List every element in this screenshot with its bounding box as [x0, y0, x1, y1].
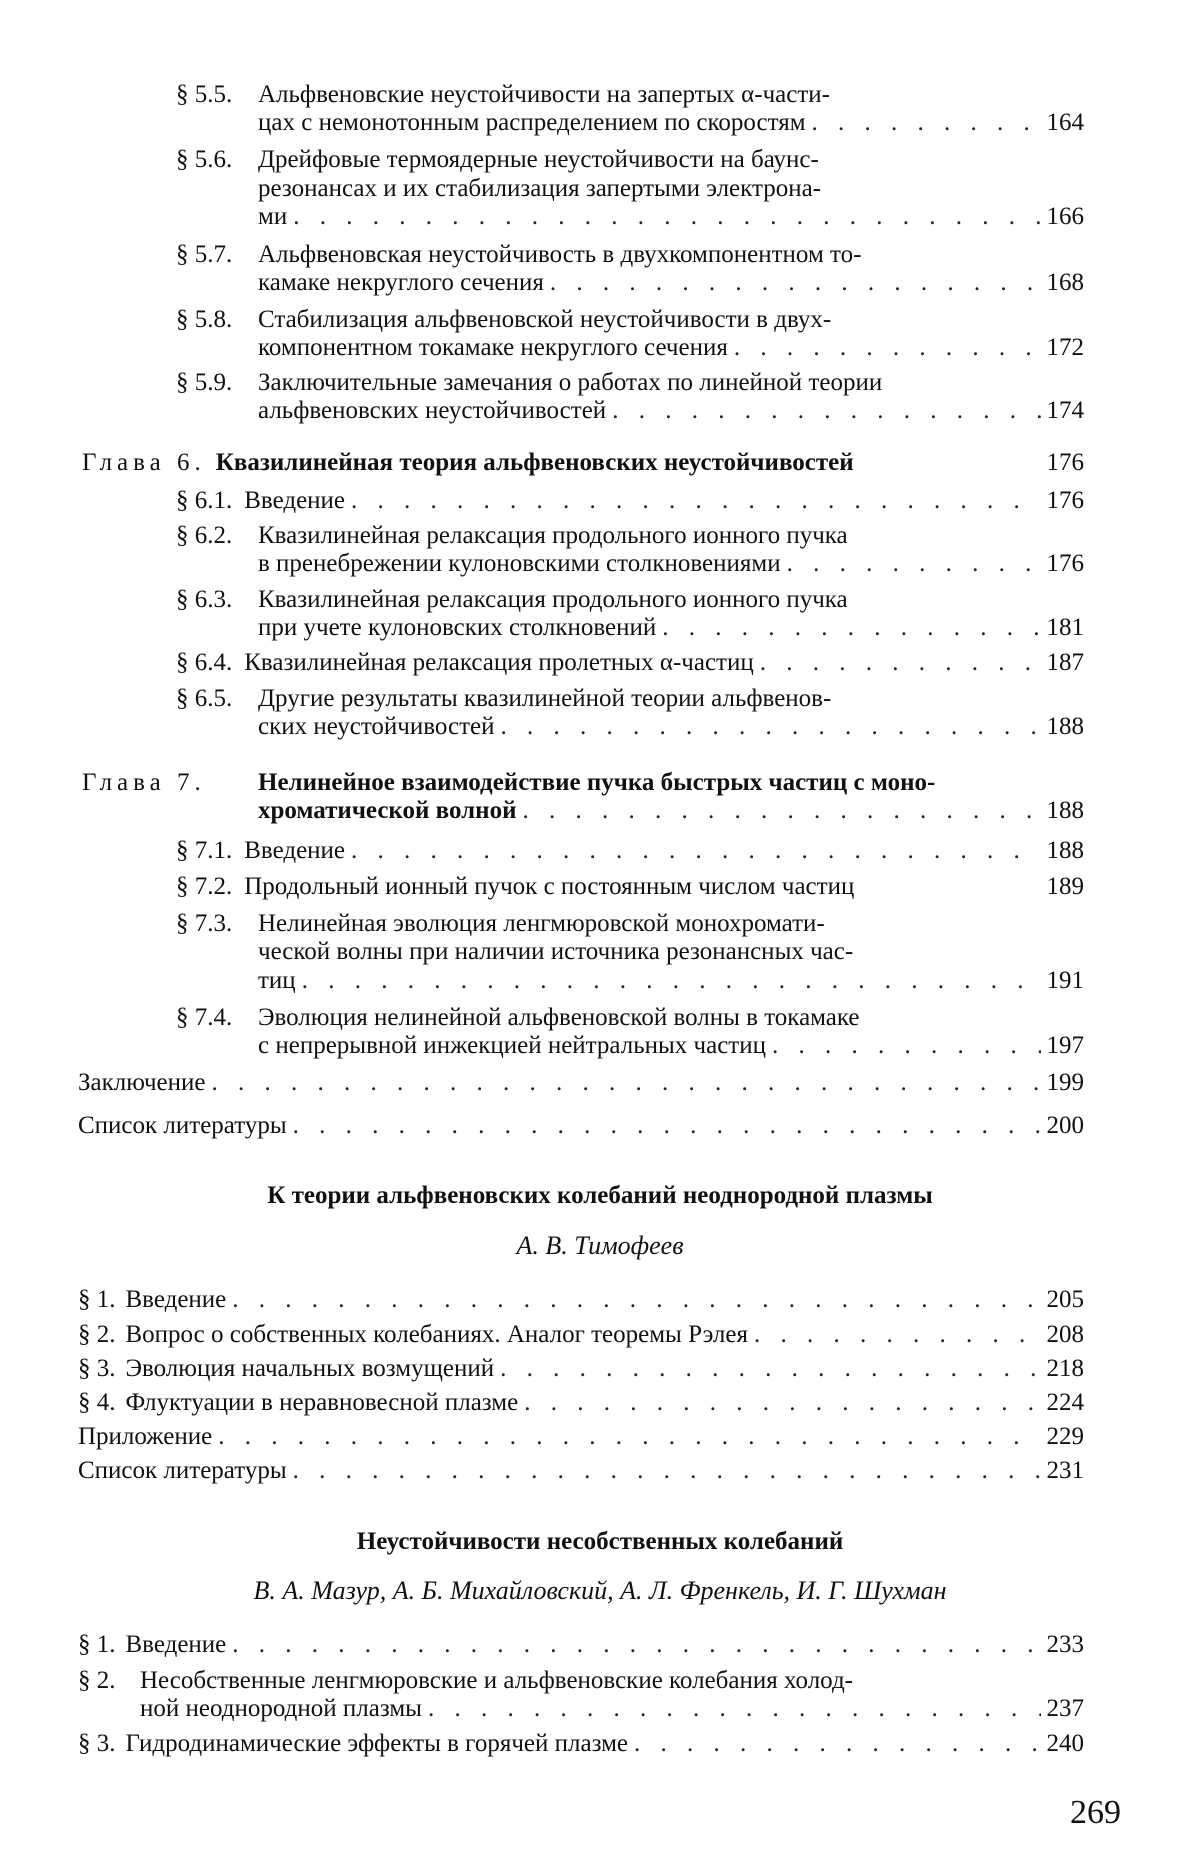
- leader-dots: [754, 1320, 1041, 1350]
- article-3-title: Неустойчивости несобственных колебаний: [356, 1528, 844, 1555]
- toc-entry-a2-3: [78, 1354, 1084, 1384]
- section-label: § 1.: [78, 1631, 116, 1658]
- page-number: 269: [1070, 1794, 1121, 1831]
- toc-text: Список литературы: [78, 1457, 287, 1484]
- toc-text: камаке некруглого сечения: [258, 269, 544, 296]
- leader-dots: [212, 1068, 1041, 1098]
- toc-entry-7-3: [258, 966, 1084, 996]
- toc-text: Приложение: [78, 1423, 213, 1450]
- page-ref: 187: [1046, 649, 1084, 676]
- page-ref: 208: [1046, 1321, 1084, 1348]
- toc-entry-a3-2: [140, 1694, 1084, 1724]
- toc-label-5-7: § 5.7.: [176, 241, 233, 268]
- section-label: § 6.4.: [176, 649, 233, 676]
- toc-entry-6-5-line1: Другие результаты квазилинейной теории альфвенов-: [258, 685, 832, 712]
- toc-label-a3-2: § 2.: [78, 1667, 116, 1694]
- toc-text: Продольный ионный пучок с постоянным числом частиц: [244, 873, 855, 900]
- toc-entry-5-6-line1: Дрейфовые термоядерные неустойчивости на баунс-: [258, 146, 819, 173]
- toc-label-6-3: § 6.3.: [176, 586, 233, 613]
- toc-entry-7-3-line2: ческой волны при наличии источника резонансных час-: [258, 938, 854, 965]
- toc-entry-7-3-line1: Нелинейная эволюция ленгмюровской монохромати-: [258, 910, 825, 937]
- toc-entry-5-5-line1: Альфвеновские неустойчивости на запертых α-части-: [258, 81, 830, 108]
- toc-entry-6-3-line1: Квазилинейная релаксация продольного ионного пучка: [258, 586, 848, 613]
- toc-entry-6-5: [258, 712, 1084, 742]
- page-ref: 176: [1046, 487, 1084, 514]
- toc-entry-6-2: [258, 549, 1084, 579]
- toc-entry-7-1: [176, 836, 1084, 866]
- toc-entry-a2-4: [78, 1388, 1084, 1418]
- section-label: § 3.: [78, 1355, 116, 1382]
- leader-dots: [293, 1111, 1041, 1141]
- chapter-7-heading: [258, 796, 1084, 826]
- page-ref: 224: [1046, 1389, 1084, 1416]
- page-ref: 164: [1046, 109, 1084, 136]
- toc-entry-a2-1: [78, 1285, 1084, 1315]
- toc-text: Заключение: [78, 1069, 206, 1096]
- section-label: § 7.1.: [176, 837, 233, 864]
- page-ref: 188: [1046, 837, 1084, 864]
- page-ref: 174: [1046, 397, 1084, 424]
- toc-entry-a3-1: [78, 1630, 1084, 1660]
- page-ref: 199: [1046, 1069, 1084, 1096]
- leader-dots: [550, 268, 1041, 298]
- leader-dots: [428, 1694, 1041, 1724]
- leader-dots: [760, 648, 1041, 678]
- toc-entry-6-3: [258, 613, 1084, 643]
- page-ref: 188: [1046, 797, 1084, 824]
- article-2-title: К теории альфвеновских колебаний неоднородной плазмы: [267, 1182, 933, 1209]
- article-2-author: А. В. Тимофеев: [516, 1231, 684, 1260]
- leader-dots: [612, 396, 1040, 426]
- toc-label-7-3: § 7.3.: [176, 910, 233, 937]
- page-ref: 205: [1046, 1286, 1084, 1313]
- article-3-authors: В. А. Мазур, А. Б. Михайловский, А. Л. Френкель, И. Г. Шухман: [253, 1576, 947, 1605]
- chapter-label: Глава 6.: [82, 449, 206, 476]
- toc-entry-5-6-line2: резонансах и их стабилизация запертыми электрона-: [258, 175, 822, 202]
- toc-entry-5-7-line1: Альфвеновская неустойчивость в двухкомпонентном то-: [258, 241, 862, 268]
- toc-text: компонентном токамаке некруглого сечения: [258, 334, 728, 361]
- leader-dots: [232, 1285, 1040, 1315]
- page-ref: 189: [1046, 873, 1084, 900]
- toc-text: Список литературы: [78, 1112, 287, 1139]
- page-ref: 176: [1046, 449, 1084, 476]
- page-ref: 166: [1046, 203, 1084, 230]
- page-ref: 172: [1046, 334, 1084, 361]
- leader-dots: [293, 1456, 1041, 1486]
- leader-dots: [500, 1354, 1040, 1384]
- toc-label-5-9: § 5.9.: [176, 369, 233, 396]
- toc-entry-a3-2-line1: Несобственные ленгмюровские и альфвеновские колебания холод-: [140, 1667, 854, 1694]
- toc-label-6-2: § 6.2.: [176, 522, 233, 549]
- leader-dots: [501, 712, 1041, 742]
- chapter-7-title-line1: Нелинейное взаимодействие пучка быстрых частиц с моно-: [258, 769, 936, 796]
- toc-text: ми: [258, 203, 288, 230]
- leader-dots: [634, 1729, 1040, 1759]
- toc-entry-a2-appendix: [78, 1422, 1084, 1452]
- toc-entry-references-1: [78, 1111, 1084, 1141]
- toc-text: ной неоднородной плазмы: [140, 1695, 422, 1722]
- toc-entry-6-2-line1: Квазилинейная релаксация продольного ионного пучка: [258, 522, 848, 549]
- page-ref: 200: [1046, 1112, 1084, 1139]
- section-label: § 1.: [78, 1286, 116, 1313]
- toc-entry-5-9: [258, 396, 1084, 426]
- section-label: § 7.2.: [176, 873, 233, 900]
- leader-dots: [302, 966, 1041, 996]
- toc-text: с непрерывной инжекцией нейтральных частиц: [258, 1032, 766, 1059]
- toc-text: Эволюция начальных возмущений: [125, 1355, 495, 1382]
- toc-text: Введение: [244, 837, 346, 864]
- toc-text: цах с немонотонным распределением по скоростям: [258, 109, 806, 136]
- toc-entry-5-8-line1: Стабилизация альфвеновской неустойчивости в двух-: [258, 306, 832, 333]
- leader-dots: [524, 1388, 1040, 1418]
- toc-entry-a3-3: [78, 1729, 1084, 1759]
- chapter-title: хроматической волной: [258, 797, 517, 824]
- page-ref: 218: [1046, 1355, 1084, 1382]
- toc-text: Флуктуации в неравновесной плазме: [125, 1389, 519, 1416]
- toc-text: альфвеновских неустойчивостей: [258, 397, 607, 424]
- toc-text: Введение: [125, 1631, 227, 1658]
- toc-text: Вопрос о собственных колебаниях. Аналог теоремы Рэлея: [125, 1321, 748, 1348]
- toc-entry-5-8: [258, 333, 1084, 363]
- page-ref: 191: [1046, 967, 1084, 994]
- toc-entry-7-2: [176, 872, 1084, 902]
- leader-dots: [218, 1422, 1040, 1452]
- toc-entry-5-7: [258, 268, 1084, 298]
- leader-dots: [232, 1630, 1040, 1660]
- toc-label-5-5: § 5.5.: [176, 81, 233, 108]
- page-ref: 181: [1046, 614, 1084, 641]
- chapter-7-label: Глава 7.: [82, 769, 206, 796]
- page-ref: 229: [1046, 1423, 1084, 1450]
- section-label: § 6.1.: [176, 487, 233, 514]
- leader-dots: [812, 108, 1041, 138]
- toc-entry-6-1: [176, 486, 1084, 516]
- toc-entry-5-6: [258, 202, 1084, 232]
- leader-dots: [522, 796, 1040, 826]
- chapter-title: Квазилинейная теория альфвеновских неустойчивостей: [215, 449, 854, 476]
- toc-entry-5-9-line1: Заключительные замечания о работах по линейной теории: [258, 369, 883, 396]
- toc-entry-conclusion: [78, 1068, 1084, 1098]
- leader-dots: [787, 549, 1041, 579]
- toc-label-7-4: § 7.4.: [176, 1004, 233, 1031]
- toc-label-5-8: § 5.8.: [176, 306, 233, 333]
- leader-dots: [351, 836, 1040, 866]
- leader-dots: [662, 613, 1040, 643]
- page-ref: 231: [1046, 1457, 1084, 1484]
- toc-text: при учете кулоновских столкновений: [258, 614, 657, 641]
- leader-dots: [351, 486, 1040, 516]
- section-label: § 4.: [78, 1389, 116, 1416]
- page-ref: 188: [1046, 713, 1084, 740]
- toc-text: тиц: [258, 967, 296, 994]
- toc-entry-7-4-line1: Эволюция нелинейной альфвеновской волны в токамаке: [258, 1004, 860, 1031]
- toc-entry-7-4: [258, 1031, 1084, 1061]
- toc-entry-5-5: [258, 108, 1084, 138]
- leader-dots: [772, 1031, 1041, 1061]
- section-label: § 3.: [78, 1730, 116, 1757]
- page-ref: 237: [1046, 1695, 1084, 1722]
- toc-label-6-5: § 6.5.: [176, 685, 233, 712]
- page-ref: 176: [1046, 550, 1084, 577]
- toc-text: Гидродинамические эффекты в горячей плазме: [125, 1730, 629, 1757]
- section-label: § 2.: [78, 1321, 116, 1348]
- leader-dots: [293, 202, 1040, 232]
- chapter-6-heading: [82, 448, 1084, 478]
- toc-text: в пренебрежении кулоновскими столкновениями: [258, 550, 781, 577]
- toc-entry-a2-2: [78, 1320, 1084, 1350]
- page-ref: 233: [1046, 1631, 1084, 1658]
- toc-label-5-6: § 5.6.: [176, 146, 233, 173]
- toc-text: Квазилинейная релаксация пролетных α-частиц: [244, 649, 754, 676]
- toc-entry-a2-references: [78, 1456, 1084, 1486]
- page-ref: 240: [1046, 1730, 1084, 1757]
- toc-entry-6-4: [176, 648, 1084, 678]
- toc-text: Введение: [244, 487, 346, 514]
- leader-dots: [734, 333, 1041, 363]
- page-ref: 197: [1046, 1032, 1084, 1059]
- toc-text: Введение: [125, 1286, 227, 1313]
- toc-text: ских неустойчивостей: [258, 713, 495, 740]
- page-ref: 168: [1046, 269, 1084, 296]
